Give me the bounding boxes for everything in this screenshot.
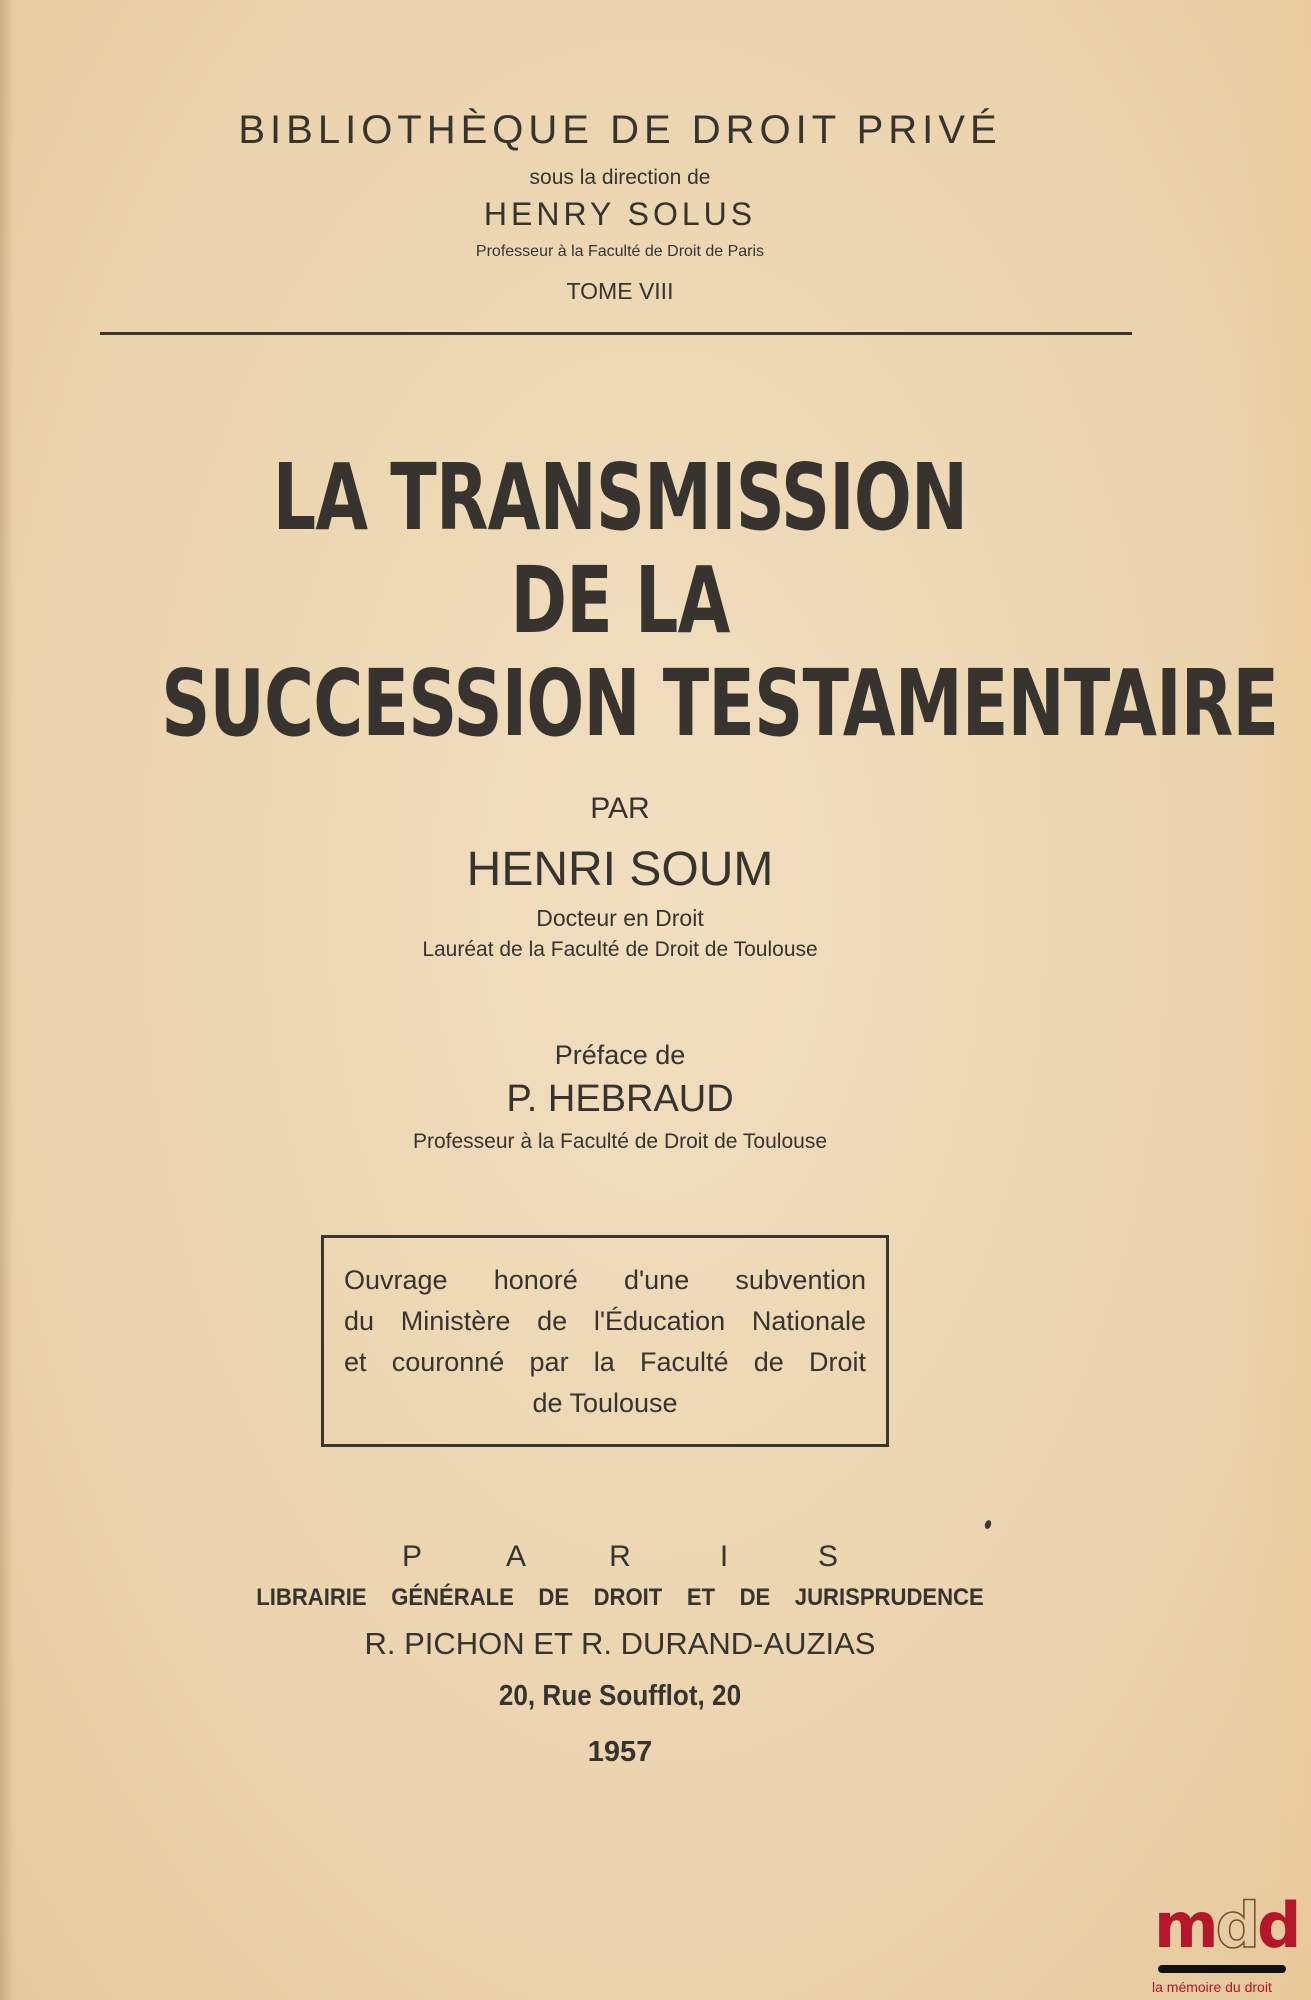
series-director: HENRY SOLUS (483, 196, 757, 232)
by-label: PAR (590, 792, 650, 825)
city-letter: I (719, 1540, 729, 1573)
book-title-line-3: SUCCESSION TESTAMENTAIRE (161, 650, 1279, 757)
honor-line: du Ministère de l'Éducation Nationale (344, 1306, 866, 1336)
logo-tagline: la mémoire du droit (1152, 1979, 1272, 1995)
logo-letter: m (1154, 1889, 1216, 1962)
book-title-line-1: LA TRANSMISSION (272, 444, 968, 551)
publisher-name: LIBRAIRIE GÉNÉRALE DE DROIT ET DE JURISPRUDENCE (256, 1584, 984, 1611)
mdd-logo (1150, 1889, 1300, 2000)
honor-text (344, 1260, 866, 1424)
honor-line: de Toulouse (532, 1388, 678, 1418)
series-director-role: Professeur à la Faculté de Droit de Paris (475, 243, 765, 260)
publisher-address: 20, Rue Soufflot, 20 (498, 1680, 742, 1712)
honor-line: et couronné par la Faculté de Droit (344, 1347, 866, 1377)
prefacer-name: P. HEBRAUD (506, 1078, 734, 1120)
header-rule (100, 332, 1132, 335)
city-letter: R (609, 1540, 631, 1573)
preface-label: Préface de (554, 1040, 686, 1070)
logo-letter: d (1257, 1889, 1299, 1962)
series-subtitle: sous la direction de (529, 166, 711, 189)
logo-letter-outline: d (1215, 1889, 1257, 1962)
city-letter: S (817, 1540, 838, 1573)
imprint-city (0, 1540, 1240, 1574)
publisher-owners: R. PICHON ET R. DURAND-AUZIAS (364, 1626, 876, 1661)
author-role-1: Docteur en Droit (536, 905, 704, 931)
publication-year: 1957 (587, 1736, 653, 1768)
mdd-logo-mark (1154, 1889, 1299, 1962)
prefacer-role: Professeur à la Faculté de Droit de Toulouse (412, 1130, 827, 1153)
city-letter: P (401, 1540, 422, 1573)
city-letter: A (505, 1540, 526, 1573)
tome-number: TOME VIII (566, 278, 674, 304)
book-title-line-2: DE LA (510, 547, 730, 654)
honor-line: Ouvrage honoré d'une subvention (344, 1265, 866, 1295)
logo-bar (1158, 1965, 1286, 1973)
author-name: HENRI SOUM (466, 843, 774, 896)
author-role-2: Lauréat de la Faculté de Droit de Toulouse (422, 938, 818, 961)
series-title: BIBLIOTHÈQUE DE DROIT PRIVÉ (238, 108, 1002, 152)
ink-speck (984, 1519, 993, 1530)
honor-box (321, 1235, 889, 1447)
